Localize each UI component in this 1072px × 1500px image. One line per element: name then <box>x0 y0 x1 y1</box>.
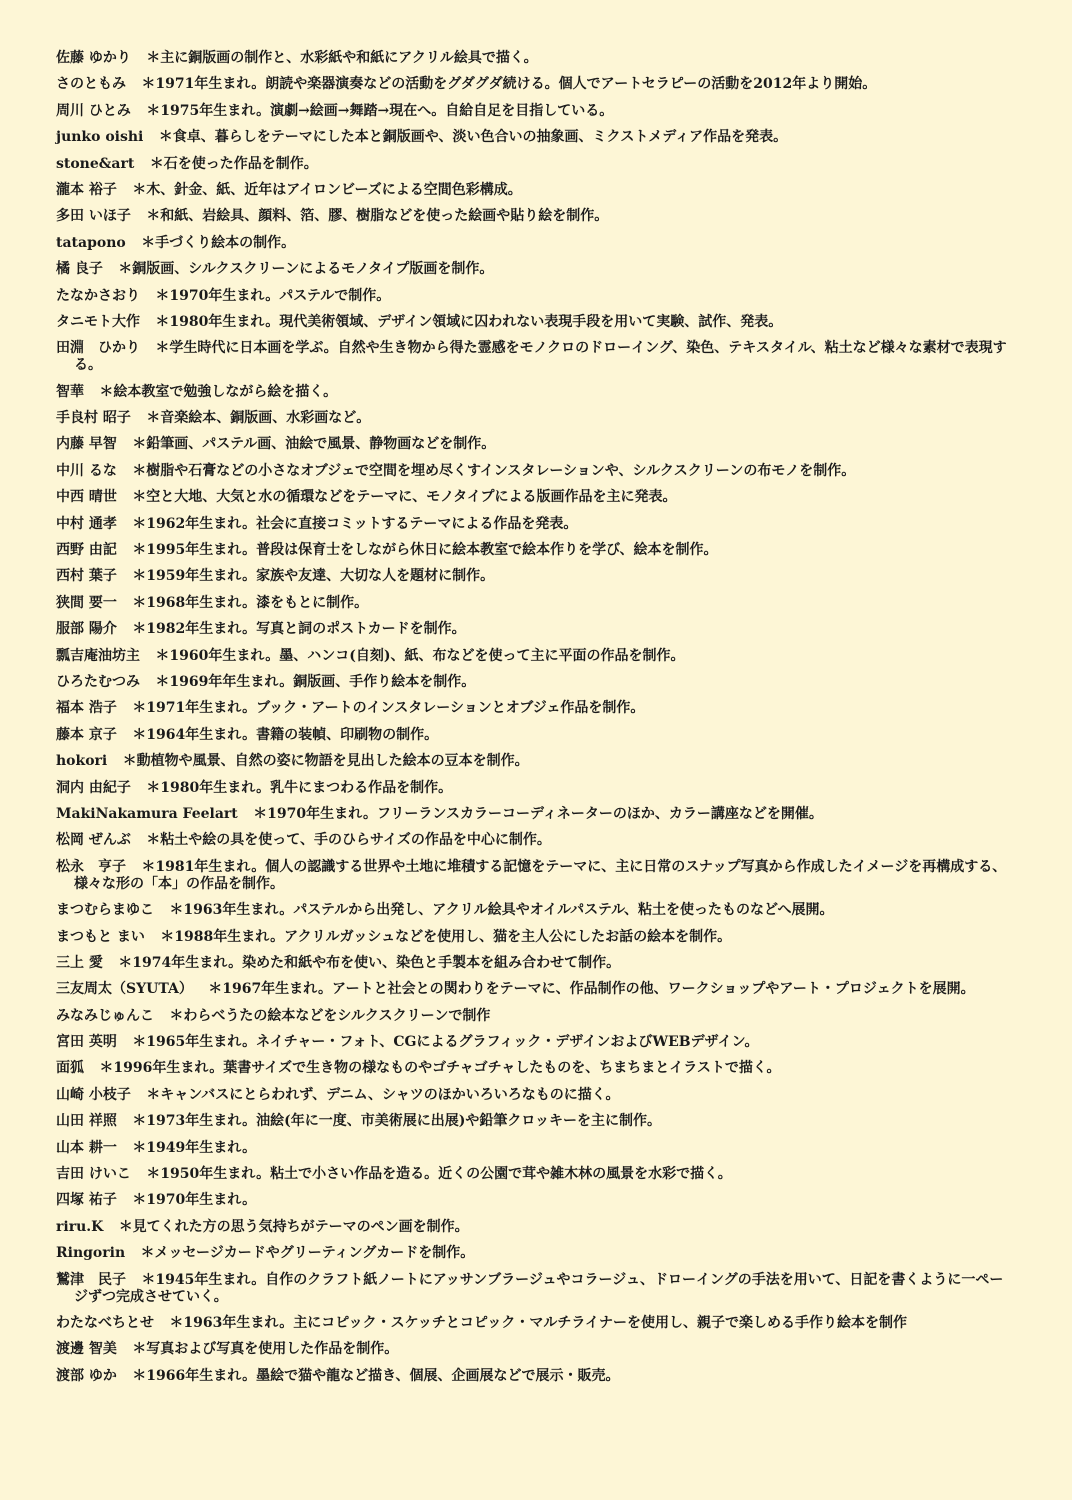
artist-description: ＊1969年年生まれ。銅版画、手作り絵本を制作。 <box>155 673 476 690</box>
artist-entry <box>56 806 1016 823</box>
artist-entry <box>56 1219 1016 1236</box>
artist-entry <box>56 1341 1016 1358</box>
artist-description: ＊和紙、岩絵具、顔料、箔、膠、樹脂などを使った絵画や貼り絵を制作。 <box>146 208 609 225</box>
artist-name: 内藤 早智 <box>56 436 117 453</box>
artist-name: 西村 葉子 <box>56 568 117 585</box>
artist-entry <box>56 1087 1016 1104</box>
artist-description: ＊主に銅版画の制作と、水彩紙や和紙にアクリル絵具で描く。 <box>146 50 538 66</box>
artist-entry <box>56 542 1016 559</box>
artist-description: ＊食卓、暮らしをテーマにした本と銅版画や、淡い色合いの抽象画、ミクストメディア作品を発表。 <box>158 129 788 146</box>
artist-entry <box>56 1008 1016 1025</box>
artist-description: ＊1970年生まれ。 <box>132 1192 257 1209</box>
artist-description: ＊キャンバスにとらわれず、デニム、シャツのほかいろいろなものに描く。 <box>146 1086 620 1103</box>
artist-description: ＊1971年生まれ。ブック・アートのインスタレーションとオブジェ作品を制作。 <box>132 700 645 717</box>
artist-description: ＊1965年生まれ。ネイチャー・フォト、CGによるグラフィック・デザインおよびWEBデザイン。 <box>132 1034 759 1051</box>
artist-entry <box>56 902 1016 919</box>
artist-name: 鷲津 民子 <box>56 1271 126 1288</box>
artist-entry <box>56 410 1016 427</box>
artist-description: ＊1981年生まれ。個人の認識する世界や土地に堆積する記憶をテーマに、主に日常のスナップ写真から作成したイメージを再構成する、様々な形の「本」の作品を制作。 <box>74 858 1007 892</box>
artist-name: 狭間 要一 <box>56 594 117 611</box>
artist-entry <box>56 1368 1016 1385</box>
artist-entry <box>56 1140 1016 1157</box>
artist-description: ＊石を使った作品を制作。 <box>149 155 318 172</box>
artist-description: ＊1963年生まれ。パステルから出発し、アクリル絵具やオイルパステル、粘土を使ったものなどへ展開。 <box>169 902 834 919</box>
artist-entry <box>56 1060 1016 1077</box>
artist-description: ＊1970年生まれ。パステルで制作。 <box>155 287 391 304</box>
artist-description: ＊1996年生まれ。葉書サイズで生き物の様なものやゴチャゴチャしたものを、ちまちまとイラストで描く。 <box>99 1060 781 1077</box>
artist-name: 松岡 ぜんぶ <box>56 832 131 849</box>
artist-entry <box>56 288 1016 305</box>
artist-name: 洞内 由紀子 <box>56 779 131 796</box>
artist-description: ＊1971年生まれ。朗読や楽器演奏などの活動をグダグダ続ける。個人でアートセラピーの活動を2012年より開始。 <box>141 76 877 93</box>
artist-name: 西野 由記 <box>56 542 117 559</box>
artist-entry <box>56 832 1016 849</box>
artist-name: 服部 陽介 <box>56 621 117 638</box>
artist-description: ＊1973年生まれ。油絵(年に一度、市美術展に出展)や鉛筆クロッキーを主に制作。 <box>132 1113 662 1130</box>
artist-name: 山田 祥照 <box>56 1113 117 1130</box>
artist-entry <box>56 621 1016 638</box>
artist-description: ＊1968年生まれ。漆をもとに制作。 <box>132 594 369 611</box>
artist-entry <box>56 76 1016 93</box>
artist-name: まつもと まい <box>56 928 145 945</box>
artist-entry <box>56 103 1016 120</box>
artist-name: 山本 耕一 <box>56 1139 117 1156</box>
artist-name: さのともみ <box>56 76 126 93</box>
artist-entry <box>56 1113 1016 1130</box>
artist-name: 瓢吉庵油坊主 <box>56 647 140 664</box>
artist-description: ＊音楽絵本、銅版画、水彩画など。 <box>146 410 371 427</box>
artist-name: 渡邊 智美 <box>56 1341 117 1358</box>
artist-description: ＊空と大地、大気と水の循環などをテーマに、モノタイプによる版画作品を主に発表。 <box>132 489 677 506</box>
artist-description: ＊手づくり絵本の制作。 <box>141 234 296 251</box>
artist-description: ＊写真および写真を使用した作品を制作。 <box>132 1341 399 1358</box>
artist-description: ＊1959年生まれ。家族や友達、大切な人を題材に制作。 <box>132 568 495 585</box>
artist-entry <box>56 753 1016 770</box>
artist-name: 橘 良子 <box>56 261 103 278</box>
artist-description: ＊鉛筆画、パステル画、油絵で風景、静物画などを制作。 <box>132 436 496 453</box>
artist-entry <box>56 1315 1016 1332</box>
artist-name: hokori <box>56 753 108 770</box>
artist-entry <box>56 50 1016 67</box>
artist-entry <box>56 674 1016 691</box>
artist-description: ＊1945年生まれ。自作のクラフト紙ノートにアッサンブラージュやコラージュ、ドローイングの手法を用いて、日記を書くように一ページずつ完成させていく。 <box>74 1271 1004 1305</box>
artist-name: 吉田 けいこ <box>56 1166 131 1183</box>
artist-description: ＊1980年生まれ。現代美術領域、デザイン領域に囚われない表現手段を用いて実験、試作、発表。 <box>155 313 783 330</box>
artist-description: ＊1974年生まれ。染めた和紙や布を使い、染色と手製本を組み合わせて制作。 <box>118 954 621 971</box>
artist-entry <box>56 1272 1016 1306</box>
artist-entry <box>56 208 1016 225</box>
artist-description: ＊1964年生まれ。書籍の装幀、印刷物の制作。 <box>132 726 439 743</box>
artist-name: 松永 亨子 <box>56 858 126 875</box>
artist-name: 面狐 <box>56 1060 84 1077</box>
artist-name: たなかさおり <box>56 287 140 304</box>
artist-name: 瀧本 裕子 <box>56 181 117 198</box>
artist-entry <box>56 156 1016 173</box>
artist-description: ＊1988年生まれ。アクリルガッシュなどを使用し、猫を主人公にしたお話の絵本を制作。 <box>160 928 732 945</box>
artist-name: MakiNakamura Feelart <box>56 805 238 822</box>
artist-name: stone&art <box>56 155 135 172</box>
artist-name: ひろたむつみ <box>56 673 140 690</box>
artist-description: ＊1949年生まれ。 <box>132 1139 257 1156</box>
artist-entry <box>56 516 1016 533</box>
artist-entry <box>56 568 1016 585</box>
artist-entry <box>56 436 1016 453</box>
artist-description: ＊樹脂や石膏などの小さなオブジェで空間を埋め尽くすインスタレーションや、シルクスクリーンの布モノを制作。 <box>132 462 856 479</box>
artist-description: ＊学生時代に日本画を学ぶ。自然や生き物から得た霊感をモノクロのドローイング、染色、テキスタイル、粘土など様々な素材で表現する。 <box>74 340 1007 374</box>
artist-description: ＊銅版画、シルクスクリーンによるモノタイプ版画を制作。 <box>118 261 494 278</box>
artist-name: junko oishi <box>56 129 144 146</box>
artist-name: タニモト大作 <box>56 313 140 330</box>
artist-name: riru.K <box>56 1218 104 1235</box>
artist-name: 田淵 ひかり <box>56 340 140 357</box>
artist-entry <box>56 929 1016 946</box>
artist-name: 三上 愛 <box>56 954 103 971</box>
artist-description: ＊1982年生まれ。写真と詞のポストカードを制作。 <box>132 621 466 638</box>
artist-description: ＊見てくれた方の思う気持ちがテーマのペン画を制作。 <box>118 1218 469 1235</box>
artist-entry <box>56 955 1016 972</box>
artist-name: 佐藤 ゆかり <box>56 50 131 66</box>
artist-name: Ringorin <box>56 1245 126 1262</box>
artist-entry <box>56 648 1016 665</box>
artist-entry <box>56 314 1016 331</box>
artist-entry <box>56 384 1016 401</box>
artist-entry <box>56 859 1016 893</box>
artist-description: ＊メッセージカードやグリーティングカードを制作。 <box>140 1245 475 1262</box>
artist-name: 多田 いほ子 <box>56 208 131 225</box>
artist-description: ＊1950年生まれ。粘土で小さい作品を造る。近くの公園で茸や雑木林の風景を水彩で描く。 <box>146 1166 732 1183</box>
artist-name: 宮田 英明 <box>56 1034 117 1051</box>
artist-entry <box>56 780 1016 797</box>
artist-name: 山崎 小枝子 <box>56 1086 131 1103</box>
artist-name: tatapono <box>56 234 126 251</box>
artist-entry <box>56 595 1016 612</box>
artist-entry <box>56 727 1016 744</box>
artist-entry <box>56 129 1016 146</box>
artist-entry <box>56 235 1016 252</box>
artist-description: ＊木、針金、紙、近年はアイロンビーズによる空間色彩構成。 <box>132 181 522 198</box>
artist-name: わたなべちとせ <box>56 1314 154 1331</box>
artist-name: 智華 <box>56 383 84 400</box>
artist-description: ＊1966年生まれ。墨絵で猫や龍など描き、個展、企画展などで展示・販売。 <box>132 1367 620 1384</box>
artist-description: ＊わらべうたの絵本などをシルクスクリーンで制作 <box>169 1007 491 1024</box>
artist-description: ＊1975年生まれ。演劇→絵画→舞踏→現在へ。自給自足を目指している。 <box>146 102 614 119</box>
artist-name: まつむらまゆこ <box>56 902 154 919</box>
artist-description: ＊粘土や絵の具を使って、手のひらサイズの作品を中心に制作。 <box>146 832 551 849</box>
artist-description: ＊1967年生まれ。アートと社会との関わりをテーマに、作品制作の他、ワークショップやアート・プロジェクトを展開。 <box>208 981 975 998</box>
artist-entry <box>56 489 1016 506</box>
artist-list <box>56 50 1016 1385</box>
artist-name: 中西 晴世 <box>56 489 117 506</box>
artist-name: 三友周太（SYUTA） <box>56 981 193 998</box>
artist-entry <box>56 981 1016 998</box>
artist-description: ＊1960年生まれ。墨、ハンコ(自刻)、紙、布などを使って主に平面の作品を制作。 <box>155 647 685 664</box>
artist-entry <box>56 182 1016 199</box>
artist-entry <box>56 340 1016 374</box>
artist-entry <box>56 463 1016 480</box>
artist-name: 中川 るな <box>56 462 117 479</box>
artist-description: ＊1970年生まれ。フリーランスカラーコーディネーターのほか、カラー講座などを開催。 <box>253 805 823 822</box>
artist-entry <box>56 1245 1016 1262</box>
artist-name: 周川 ひとみ <box>56 102 131 119</box>
artist-name: 渡部 ゆか <box>56 1367 117 1384</box>
artist-entry <box>56 1034 1016 1051</box>
artist-description: ＊1963年生まれ。主にコピック・スケッチとコピック・マルチライナーを使用し、親子で楽しめる手作り絵本を制作 <box>169 1314 907 1331</box>
artist-description: ＊1995年生まれ。普段は保育士をしながら休日に絵本教室で絵本作りを学び、絵本を制作。 <box>132 542 718 559</box>
artist-name: みなみじゅんこ <box>56 1007 154 1024</box>
artist-description: ＊絵本教室で勉強しながら絵を描く。 <box>99 383 338 400</box>
artist-name: 藤本 京子 <box>56 726 117 743</box>
artist-name: 福本 浩子 <box>56 700 117 717</box>
artist-description: ＊1980年生まれ。乳牛にまつわる作品を制作。 <box>146 779 453 796</box>
artist-description: ＊動植物や風景、自然の姿に物語を見出した絵本の豆本を制作。 <box>122 753 529 770</box>
artist-name: 中村 通孝 <box>56 515 117 532</box>
artist-entry <box>56 261 1016 278</box>
artist-entry <box>56 1166 1016 1183</box>
artist-entry <box>56 1192 1016 1209</box>
artist-name: 四塚 祐子 <box>56 1192 117 1209</box>
artist-name: 手良村 昭子 <box>56 410 131 427</box>
artist-entry <box>56 700 1016 717</box>
artist-description: ＊1962年生まれ。社会に直接コミットするテーマによる作品を発表。 <box>132 515 578 532</box>
